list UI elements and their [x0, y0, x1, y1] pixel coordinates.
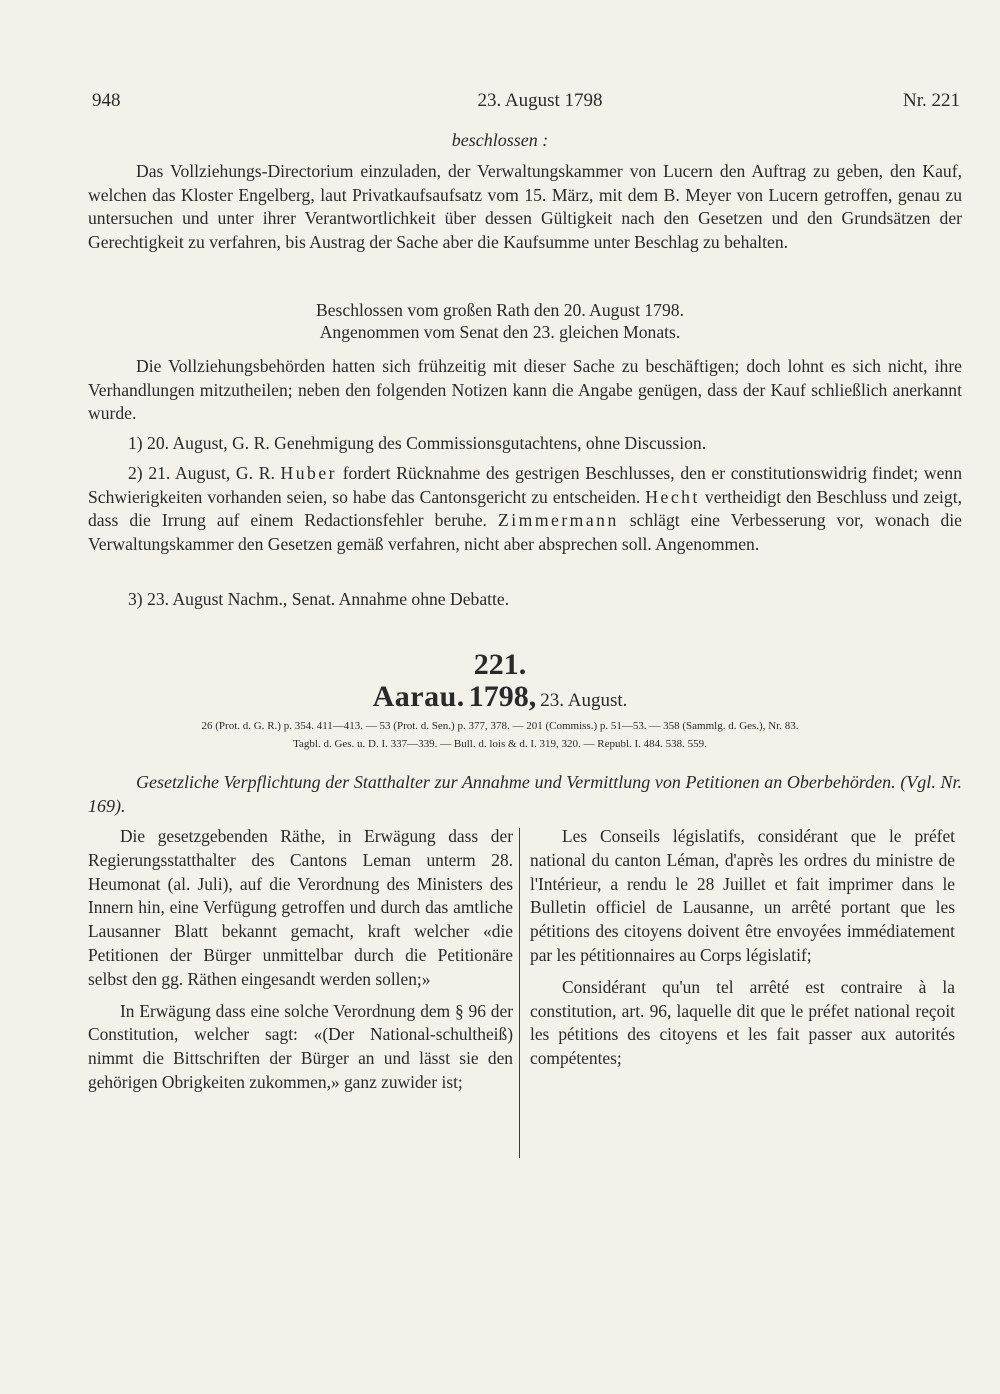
document-heading: [0, 680, 1000, 714]
heading-date: 23. August.: [540, 690, 628, 711]
proceeding-item-3: 3) 23. August Nachm., Senat. Annahme ohne Debatte.: [128, 589, 510, 609]
document-number-header: Nr. 221: [903, 90, 960, 111]
resolution-paragraph: Das Vollziehungs-Directorium einzuladen, der Verwaltungskammer von Lucern den Auftrag zu geben, den Kauf, welchen das Kloster Engelberg, laut Privatkaufsaufsatz vom 15. März, mit dem B. Meyer von Lucern getroffen, genau zu untersuchen und unter ihrer Verantwortlichkeit über dessen Gültigkeit nach den Gesetzen und den Grundsätzen der Gerechtigkeit zu verfahren, bis Austrag der Sache aber die Kaufsumme unter Beschlag zu behalten.: [88, 161, 962, 252]
item-2-text-2: vertheidigt den Beschluss und zeigt, dass die Irrung auf einem Redactionsfehler beruhe.: [88, 486, 962, 530]
proceeding-item-1: 1) 20. August, G. R. Genehmigung des Commissionsgutachtens, ohne Discussion.: [128, 433, 707, 453]
proceeding-item-2: [88, 462, 962, 556]
document-number: 221.: [473, 648, 527, 681]
speaker-hecht: Hecht: [645, 486, 700, 507]
french-paragraph-2: Considérant qu'un tel arrêté est contraire à la constitution, art. 96, laquelle dit que le préfet national reçoit les pétitions des citoyens et les fait passer aux autorités compétentes;: [530, 976, 955, 1069]
header-date: 23. August 1798: [477, 90, 603, 111]
german-paragraph-2: In Erwägung dass eine solche Verordnung dem § 96 der Constitution, welcher sagt: «(Der National-schultheiß) nimmt die Bittschriften der Bürger an und lässt sie den gehörigen Obrigkeiten zukommen,» ganz zuwider ist;: [88, 1000, 513, 1092]
item-2-text-3: schlägt eine Verbesserung vor, wonach die Verwaltungskammer den Gesetzen gemäß verfahren, nicht aber absprechen soll. Angenommen.: [88, 510, 962, 554]
document-title: Gesetzliche Verpflichtung der Statthalter zur Annahme und Vermittlung von Petitionen an Oberbehörden. (Vgl. Nr. 169).: [88, 772, 962, 816]
references-line-1: 26 (Prot. d. G. R.) p. 354. 411—413. — 53 (Prot. d. Sen.) p. 377, 378. — 201 (Commiss.) p. 51—53. — 358 (Sammlg. d. Ges.), Nr. 83.: [201, 720, 799, 732]
authorities-paragraph: Die Vollziehungsbehörden hatten sich frühzeitig mit dieser Sache zu beschäftigen; doch lohnt es sich nicht, ihre Verhandlungen mitzutheilen; neben den folgenden Notizen kann die Angabe genügen, dass der Kauf schließlich anerkannt wurde.: [88, 356, 962, 423]
passed-line: Beschlossen vom großen Rath den 20. August 1798.: [316, 300, 684, 320]
german-column: [88, 825, 513, 1103]
french-paragraph-1: Les Conseils législatifs, considérant que le préfet national du canton Léman, d'après les ordres du ministre de l'Intérieur, a rendu le 28 Juillet et fait imprimer dans le Bulletin officiel de Lausanne, un arrêté portant que les pétitions des citoyens doivent être envoyées immédiatement par les pétitionnaires au Corps législatif;: [530, 826, 955, 965]
french-column: [530, 825, 955, 1079]
page-number: 948: [92, 90, 121, 111]
item-2-text-1: fordert Rücknahme des gestrigen Beschlusses, den er constitutionswidrig findet; wenn Schwierigkeiten vorhanden seien, so habe das Cantonsgericht zu entscheiden.: [88, 463, 962, 507]
item-2-prefix: 2) 21. August, G. R.: [128, 463, 275, 483]
resolved-label: beschlossen :: [451, 130, 549, 150]
speaker-huber: Huber: [280, 463, 337, 483]
accepted-line: Angenommen vom Senat den 23. gleichen Monats.: [319, 322, 681, 342]
references-line-2: Tagbl. d. Ges. u. D. I. 337—339. — Bull. d. lois & d. I. 319, 320. — Republ. I. 484. 538. 559.: [293, 738, 707, 750]
heading-place: Aarau.: [372, 680, 465, 713]
heading-year: 1798,: [468, 680, 537, 713]
column-divider: [519, 828, 520, 1158]
speaker-zimmermann: Zimmermann: [498, 510, 619, 530]
german-paragraph-1: Die gesetzgebenden Räthe, in Erwägung dass der Regierungsstatthalter des Cantons Leman unterm 28. Heumonat (al. Juli), auf die Verordnung des Ministers des Innern hin, eine Verfügung getroffen und durch das amtliche Lausanner Blatt bekannt gemacht, kraft welcher «die Petitionen der Bürger unmittelbar durch die Petitionäre selbst den gg. Räthen eingesandt werden sollen;»: [88, 826, 513, 989]
